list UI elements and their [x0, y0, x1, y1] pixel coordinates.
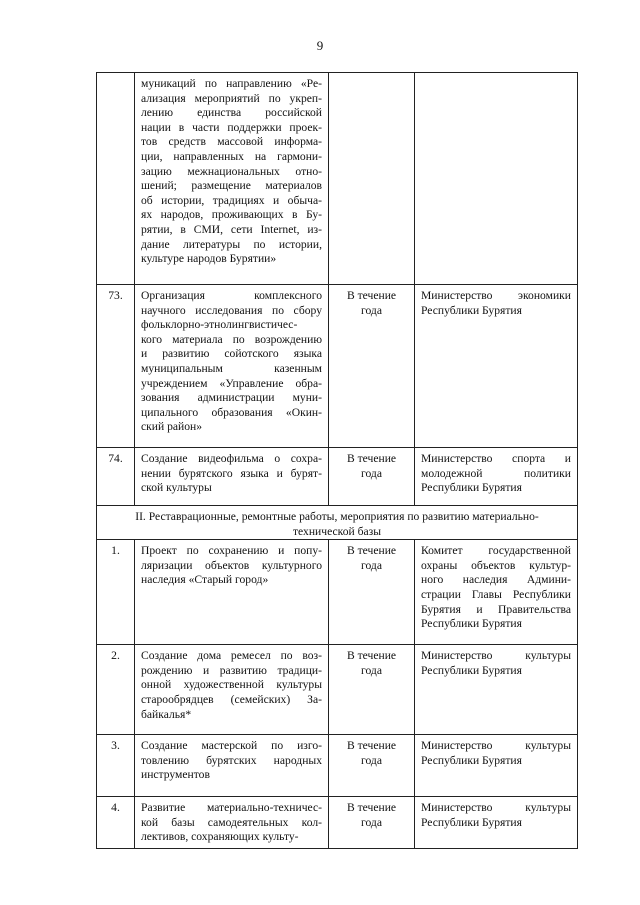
cell-line: культуре народов Бурятии» [141, 252, 277, 266]
measure-description [135, 285, 329, 448]
responsible [415, 285, 578, 448]
cell-line: муникаций по направлению «Ре- [141, 77, 322, 90]
table-row [97, 645, 578, 735]
cell-line: кого материала по возрождению [141, 332, 322, 346]
cell-line: нации в части поддержки проек- [141, 120, 322, 134]
row-number: 1. [97, 540, 135, 645]
cell-line: Бурятия и Правительства [421, 602, 571, 616]
row-number: 4. [97, 797, 135, 849]
cell-line: года [361, 558, 382, 572]
cell-line: Организация комплексного [141, 289, 322, 302]
cell-line: дание литературы по истории, [141, 237, 322, 251]
cell-line: онной художественной культуры [141, 678, 322, 692]
page-number: 9 [316, 38, 324, 53]
cell-line: товлению бурятских народных [141, 753, 322, 767]
deadline [329, 645, 415, 735]
cell-line: старообрядцев (семейских) За- [141, 692, 322, 706]
cell-line: Создание видеофильма о сохра- [141, 452, 322, 465]
cell-line: молодежной политики [421, 466, 571, 480]
measure-description [135, 73, 329, 285]
cell-line: ализация мероприятий по укреп- [141, 91, 322, 105]
responsible [415, 797, 578, 849]
cell-line: тов средств массовой информа- [141, 135, 322, 149]
table-row [97, 540, 578, 645]
cell-line: Республики Бурятия [421, 663, 522, 677]
cell-line: Республики Бурятия [421, 617, 522, 631]
measure-description [135, 797, 329, 849]
section-header-row [97, 506, 578, 540]
cell-line: В течение [346, 649, 397, 663]
cell-line: охраны объектов культур- [421, 558, 571, 572]
cell-line: Республики Бурятия [421, 815, 522, 829]
cell-line: В течение [346, 289, 397, 302]
deadline [329, 285, 415, 448]
cell-line: муниципальным казенным [141, 361, 322, 375]
cell-line: ях народов, проживающих в Бу- [141, 208, 322, 222]
measure-description [135, 540, 329, 645]
cell-line: фольклорно-этнолингвистичес- [141, 318, 298, 332]
cell-line: инструментов [141, 768, 210, 782]
cell-line: года [361, 303, 382, 317]
cell-line: года [361, 753, 382, 767]
cell-line: ципального образования «Окин- [141, 405, 322, 419]
row-number [97, 73, 135, 285]
deadline [329, 73, 415, 285]
cell-line: байкалья* [141, 707, 192, 721]
section-title-line-1: II. Реставрационные, ремонтные работы, мероприятия по развитию материально- [135, 510, 539, 523]
deadline [329, 797, 415, 849]
cell-line: Развитие материально-техничес- [141, 801, 322, 815]
cell-line: В течение [346, 739, 397, 753]
cell-line: зования администрации муни- [141, 391, 322, 405]
cell-line: Создание мастерской по изго- [141, 739, 322, 753]
responsible [415, 735, 578, 797]
cell-line: В течение [346, 801, 397, 815]
deadline [329, 735, 415, 797]
table-row [97, 285, 578, 448]
row-number: 2. [97, 645, 135, 735]
cell-line: научного исследования по сбору [141, 303, 322, 317]
cell-line: ного наследия Админи- [421, 573, 571, 587]
responsible [415, 73, 578, 285]
cell-line: ции, направленных на гармони- [141, 149, 322, 163]
row-number: 73. [97, 285, 135, 448]
cell-line: лективов, сохраняющих культу- [141, 830, 299, 844]
responsible [415, 540, 578, 645]
cell-line: нении бурятского языка и бурят- [141, 466, 322, 480]
cell-line: Комитет государственной [421, 544, 571, 558]
cell-line: лению единства российской [141, 106, 322, 120]
cell-line: об истории, традициях и обыча- [141, 193, 322, 207]
section-title-line-2: технической базы [292, 524, 382, 538]
deadline [329, 540, 415, 645]
cell-line: В течение [346, 452, 397, 465]
cell-line: Республики Бурятия [421, 753, 522, 767]
cell-line: ляризации объектов культурного [141, 558, 322, 572]
cell-line: кой базы самодеятельных кол- [141, 815, 322, 829]
cell-line: ский район» [141, 420, 203, 434]
cell-line: учреждением «Управление обра- [141, 376, 322, 390]
measure-description [135, 645, 329, 735]
cell-line: Министерство культуры [421, 649, 571, 663]
cell-line: ской культуры [141, 481, 212, 495]
row-number: 3. [97, 735, 135, 797]
table-row [97, 73, 578, 285]
responsible [415, 645, 578, 735]
section-title [97, 506, 578, 540]
cell-line: Министерство спорта и [421, 452, 571, 465]
measure-description [135, 735, 329, 797]
table-row [97, 448, 578, 506]
cell-line: Республики Бурятия [421, 481, 522, 495]
cell-line: Проект по сохранению и попу- [141, 544, 322, 558]
cell-line: наследия «Старый город» [141, 573, 269, 587]
table-row [97, 797, 578, 849]
cell-line: страции Главы Республики [421, 587, 571, 601]
measures-table [96, 72, 578, 849]
cell-line: и развитию сойотского языка [141, 347, 322, 361]
cell-line: Республики Бурятия [421, 303, 522, 317]
cell-line: года [361, 466, 382, 480]
cell-line: Создание дома ремесел по воз- [141, 649, 322, 663]
row-number: 74. [97, 448, 135, 506]
measure-description [135, 448, 329, 506]
cell-line: шений; размещение материалов [141, 179, 322, 193]
cell-line: рятии, в СМИ, сети Internet, из- [141, 222, 322, 236]
cell-line: рождению и развитию традици- [141, 663, 322, 677]
deadline [329, 448, 415, 506]
cell-line: Министерство экономики [421, 289, 571, 302]
cell-line: Министерство культуры [421, 801, 571, 815]
table-row [97, 735, 578, 797]
cell-line: Министерство культуры [421, 739, 571, 753]
cell-line: зацию межнациональных отно- [141, 164, 322, 178]
cell-line: года [361, 815, 382, 829]
cell-line: года [361, 663, 382, 677]
responsible [415, 448, 578, 506]
cell-line: В течение [346, 544, 397, 558]
